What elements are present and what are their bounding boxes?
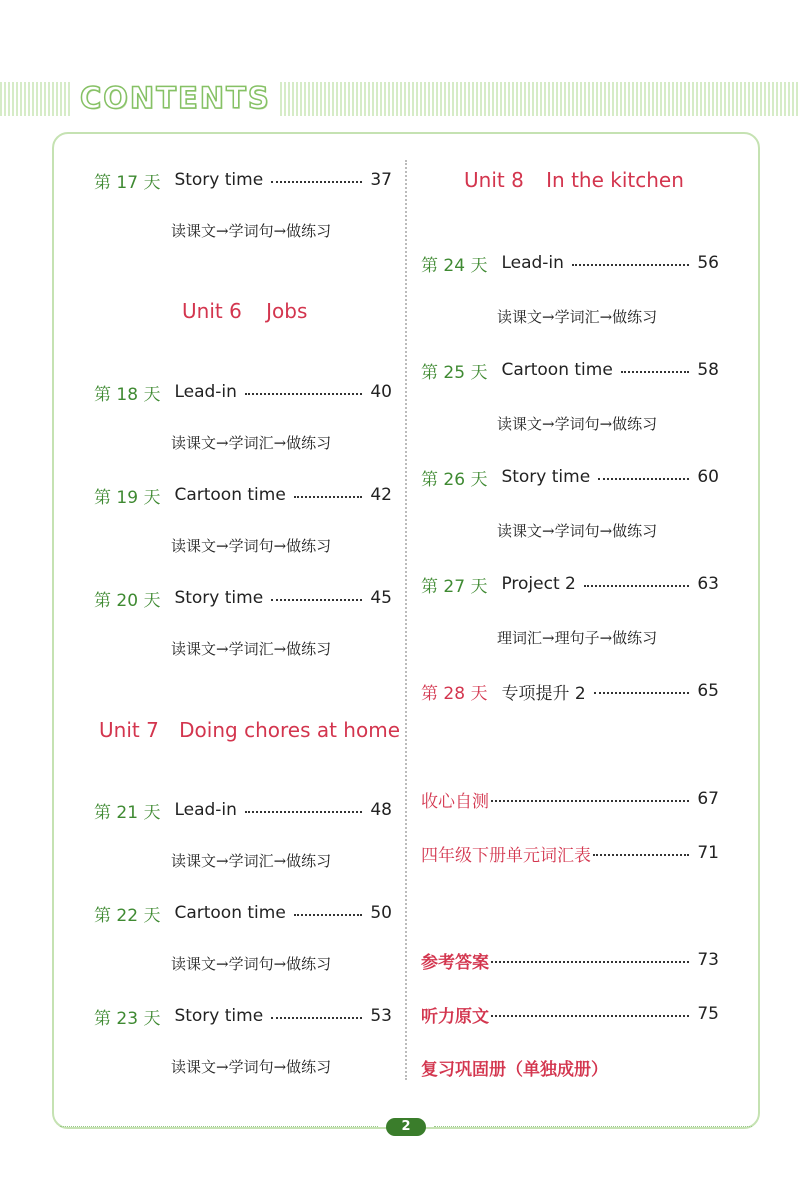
toc-entry-review-book[interactable]	[421, 1053, 719, 1081]
day-label: 第 26 天	[421, 469, 488, 490]
day-label: 第 17 天	[94, 172, 161, 193]
dot-leader	[271, 181, 362, 183]
page-number: 71	[697, 843, 719, 863]
toc-entry-day19[interactable]	[94, 481, 392, 509]
dot-leader	[598, 478, 689, 480]
entry-steps: 读课文→学词句→做练习	[171, 537, 332, 555]
page-number-badge: 2	[386, 1118, 426, 1136]
dot-leader	[491, 1015, 689, 1017]
day-label: 第 24 天	[421, 255, 488, 276]
unit-heading-8	[464, 168, 684, 192]
unit-number: Unit 7	[99, 718, 159, 742]
footer-rule-left	[60, 1126, 378, 1127]
entry-title: Cartoon time	[174, 903, 286, 923]
day-label: 第 20 天	[94, 590, 161, 611]
dot-leader	[245, 811, 362, 813]
day-label: 第 19 天	[94, 487, 161, 508]
toc-entry-day24[interactable]	[421, 249, 719, 277]
entry-title: Lead-in	[174, 382, 237, 402]
page-number: 40	[370, 382, 392, 402]
entry-steps: 读课文→学词句→做练习	[171, 955, 332, 973]
dot-leader	[491, 961, 689, 963]
page-number: 50	[370, 903, 392, 923]
dot-leader	[594, 692, 690, 694]
entry-steps: 读课文→学词汇→做练习	[171, 434, 332, 452]
dot-leader	[584, 585, 690, 587]
entry-title: Story time	[174, 170, 264, 190]
entry-steps: 理词汇→理句子→做练习	[497, 629, 658, 647]
unit-name: In the kitchen	[546, 168, 684, 192]
entry-title: 专项提升 2	[501, 683, 586, 704]
page-number: 58	[697, 360, 719, 380]
day-label: 第 23 天	[94, 1008, 161, 1029]
page-number: 60	[697, 467, 719, 487]
entry-steps: 读课文→学词句→做练习	[171, 1058, 332, 1076]
entry-steps: 读课文→学词汇→做练习	[497, 308, 658, 326]
day-label: 第 22 天	[94, 905, 161, 926]
toc-entry-day21[interactable]	[94, 796, 392, 824]
toc-entry-day28[interactable]	[421, 677, 719, 705]
page-number: 75	[697, 1004, 719, 1024]
dot-leader	[245, 393, 362, 395]
entry-steps: 读课文→学词句→做练习	[497, 415, 658, 433]
page-number: 67	[697, 789, 719, 809]
dot-leader	[621, 371, 690, 373]
entry-title: Project 2	[501, 574, 576, 594]
toc-entry-answers[interactable]	[421, 946, 719, 974]
toc-entry-listening[interactable]	[421, 1000, 719, 1028]
entry-title: Cartoon time	[501, 360, 613, 380]
toc-entry-day17[interactable]	[94, 166, 392, 194]
entry-steps: 读课文→学词句→做练习	[171, 222, 332, 240]
page-number: 53	[370, 1006, 392, 1026]
dot-leader	[491, 800, 689, 802]
page-number: 65	[697, 681, 719, 701]
page-number: 48	[370, 800, 392, 820]
entry-title: 收心自测	[421, 791, 489, 812]
dot-leader	[572, 264, 689, 266]
day-label: 第 27 天	[421, 576, 488, 597]
unit-heading-7	[99, 718, 400, 742]
entry-title: Story time	[174, 1006, 264, 1026]
day-label: 第 21 天	[94, 802, 161, 823]
page-number: 73	[697, 950, 719, 970]
dot-leader	[271, 599, 362, 601]
toc-entry-vocabulary[interactable]	[421, 839, 719, 867]
entry-title: Lead-in	[501, 253, 564, 273]
unit-name: Jobs	[266, 299, 308, 323]
entry-title: 参考答案	[421, 952, 489, 973]
toc-entry-self-test[interactable]	[421, 785, 719, 813]
day-label: 第 25 天	[421, 362, 488, 383]
dot-leader	[294, 496, 363, 498]
page-number: 63	[697, 574, 719, 594]
dot-leader	[593, 854, 689, 856]
page-number: 45	[370, 588, 392, 608]
entry-title: 四年级下册单元词汇表	[421, 845, 591, 866]
entry-title: 复习巩固册（单独成册）	[421, 1059, 608, 1080]
dot-leader	[294, 914, 363, 916]
entry-title: Story time	[174, 588, 264, 608]
entry-title: 听力原文	[421, 1006, 489, 1027]
dot-leader	[271, 1017, 362, 1019]
footer-rule-right	[434, 1126, 752, 1127]
day-label: 第 28 天	[421, 683, 488, 704]
page-number: 56	[697, 253, 719, 273]
page-number: 42	[370, 485, 392, 505]
entry-title: Lead-in	[174, 800, 237, 820]
entry-steps: 读课文→学词句→做练习	[497, 522, 658, 540]
toc-entry-day25[interactable]	[421, 356, 719, 384]
column-divider	[405, 160, 407, 1080]
entry-title: Story time	[501, 467, 591, 487]
toc-entry-day20[interactable]	[94, 584, 392, 612]
toc-entry-day22[interactable]	[94, 899, 392, 927]
entry-title: Cartoon time	[174, 485, 286, 505]
toc-entry-day23[interactable]	[94, 1002, 392, 1030]
unit-number: Unit 8	[464, 168, 524, 192]
contents-title: CONTENTS	[72, 78, 279, 118]
page-number: 37	[370, 170, 392, 190]
entry-steps: 读课文→学词汇→做练习	[171, 640, 332, 658]
day-label: 第 18 天	[94, 384, 161, 405]
unit-number: Unit 6	[182, 299, 242, 323]
toc-entry-day26[interactable]	[421, 463, 719, 491]
toc-entry-day18[interactable]	[94, 378, 392, 406]
unit-heading-6	[182, 299, 307, 323]
toc-entry-day27[interactable]	[421, 570, 719, 598]
unit-name: Doing chores at home	[179, 718, 401, 742]
entry-steps: 读课文→学词汇→做练习	[171, 852, 332, 870]
